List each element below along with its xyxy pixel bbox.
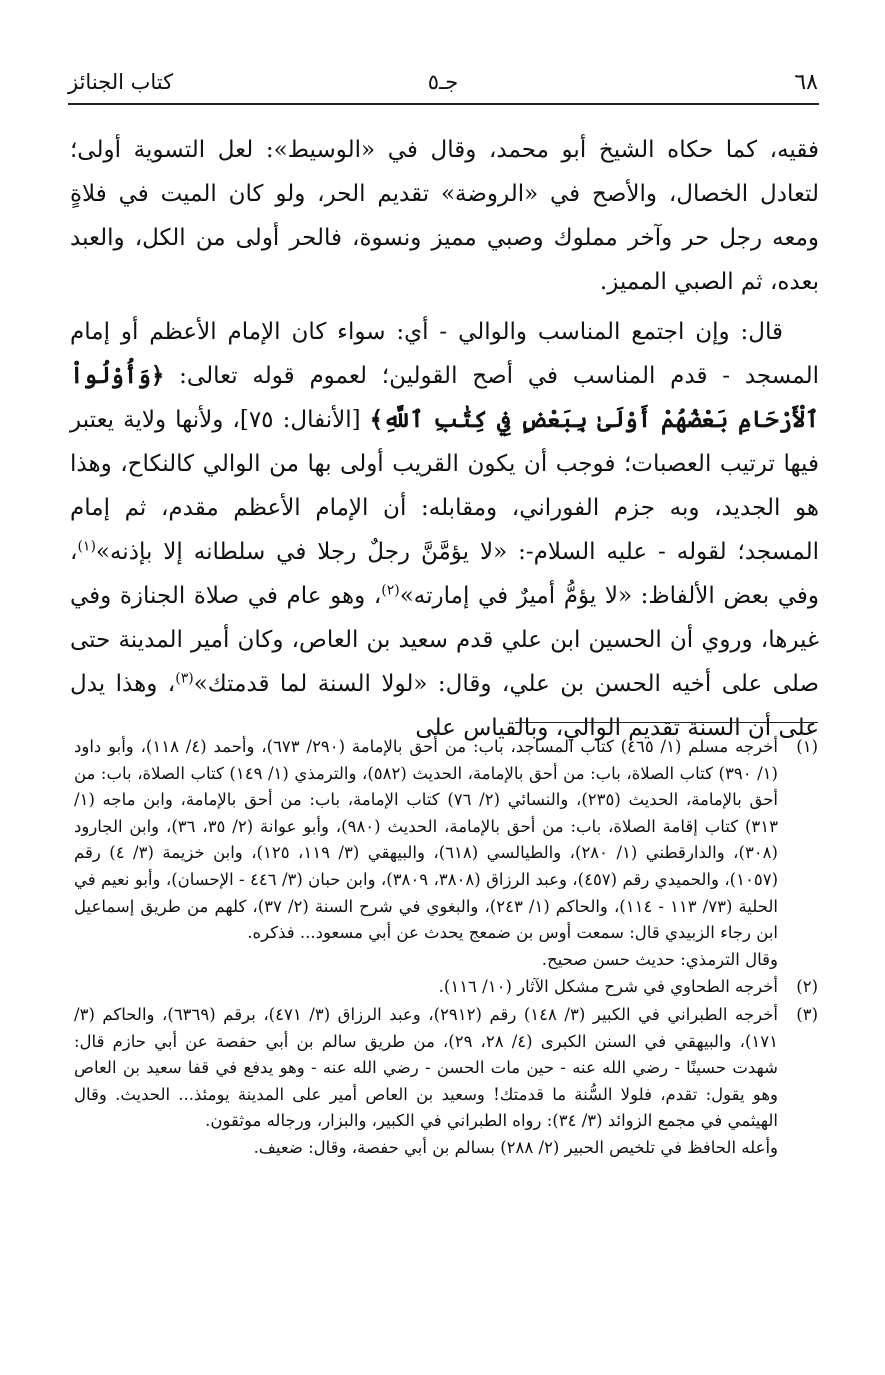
paragraph-2-part-e: ، وهذا يدل على أن السنة تقديم الوالي، وبالقياس على bbox=[70, 671, 819, 741]
paragraph-2 bbox=[70, 310, 819, 750]
footnote-ref-3: (٣) bbox=[175, 670, 194, 687]
footnote-number: (٣) bbox=[796, 1004, 818, 1024]
paragraph-2-part-a: قال: وإن اجتمع المناسب والوالي - أي: سواء كان الإمام الأعظم أو إمام المسجد - قدم المناسب في أصح القولين؛ لعموم قوله تعالى: bbox=[70, 319, 819, 389]
page-number: ٦٨ bbox=[794, 70, 818, 95]
volume-label: جـ٥ bbox=[427, 70, 459, 94]
paragraph-1: فقيه، كما حكاه الشيخ أبو محمد، وقال في «الوسيط»: لعل التسوية أولى؛ لتعادل الخصال، والأصح في «الروضة» تقديم الحر، ولو كان الميت في فلاةٍ ومعه رجل حر وآخر مملوك وصبي مميز ونسوة، فالحر أولى من الكل، والعبد بعده، ثم الصبي المميز. bbox=[70, 137, 819, 295]
paragraph-2-part-d: ، وهو عام في صلاة الجنازة وفي غيرها، وروي أن الحسين ابن علي قدم سعيد بن العاص، وكان أمير المدينة حتى صلى على أخيه الحسن بن علي، وقال: «لولا السنة لما قدمتك» bbox=[70, 583, 819, 697]
book-title: كتاب الجنائز bbox=[68, 70, 174, 94]
footnote-ref-2: (٢) bbox=[381, 582, 400, 599]
footnote-text: أخرجه مسلم (١/ ٤٦٥) كتاب المساجد، باب: من أحق بالإمامة (٢٩٠/ ٦٧٣)، وأحمد (٤/ ١١٨)، وأبو داود (١/ ٣٩٠) كتاب الصلاة، باب: من أحق بالإمامة، الحديث (٥٨٢)، والترمذي (١/ ١٤٩) كتاب الصلاة، باب: من أحق بالإمامة، الحديث (٢٣٥)، والنسائي (٢/ ٧٦) كتاب الإمامة، باب: من أحق بالإمامة، وابن ماجه (١/ ٣١٣) كتاب إقامة الصلاة، باب: من أحق بالإمامة، الحديث (٩٨٠)، وأبو عوانة (٢/ ٣٥، ٣٦)، وابن الجارود (٣٠٨)، والدارقطني (١/ ٢٨٠)، والطيالسي (٦١٨)، والبيهقي (٣/ ١١٩، ١٢٥)، وابن خزيمة (٣/ ٤) رقم (١٠٥٧)، والحميدي رقم (٤٥٧)، وعبد الرزاق (٣٨٠٨، ٣٨٠٩)، وابن حبان (٣/ ٤٤٦ - الإحسان)، وأبو نعيم في الحلية (٧٣/ ١١٣ - ١١٤)، والحاكم (١/ ٢٤٣)، والبغوي في شرح السنة (٢/ ٣٧)، كلهم من طريق إسماعيل ابن رجاء الزبيدي قال: سمعت أوس بن ضمعج يحدث عن أبي مسعود... فذكره. bbox=[74, 737, 779, 943]
header-rule bbox=[68, 103, 819, 105]
footnote-text: أخرجه الطبراني في الكبير (٣/ ١٤٨) رقم (٢٩١٢)، وعبد الرزاق (٣/ ٤٧١)، برقم (٦٣٦٩)، والحاكم (٣/ ١٧١)، والبيهقي في السنن الكبرى (٤/ ٢٨، ٢٩)، من طريق سالم بن أبي حفصة عن أبي حازم قال: شهدت حسينًا - رضي الله عنه - حين مات الحسن - رضي الله عنه - وهو يدفع في قفا سعيد بن العاص وهو يقول: تقدم، فلولا السُّنة ما قدمتك! وسعيد بن العاص أمير على المدينة يومئذ... الحديث. وقال الهيثمي في مجمع الزوائد (٣/ ٣٤): رواه الطبراني في الكبير، والبزار، ورجاله موثقون. bbox=[74, 1004, 778, 1131]
quran-verse: ﴿وَأُوْلُواْ ٱلْأَرْحَامِ بَعْضُهُمْ أَوْلَىٰ بِبَعْضٍ فِي كِتَٰبِ ٱللَّهِ﴾ bbox=[70, 362, 819, 433]
footnotes bbox=[74, 734, 818, 1162]
footnote-2 bbox=[74, 974, 818, 1001]
footnote-number: (٢) bbox=[796, 977, 818, 997]
page-header bbox=[68, 62, 818, 102]
footnote-1 bbox=[74, 734, 818, 973]
paragraph-2-part-c: ، وفي بعض الألفاظ: «لا يؤمُّ أميرٌ في إمارته» bbox=[70, 539, 819, 609]
paragraph-2-part-b: [الأنفال: ٧٥]، ولأنها ولاية يعتبر فيها ترتيب العصبات؛ فوجب أن يكون القريب أولى بها من الوالي كالنكاح، وهذا هو الجديد، وبه جزم الفوراني، ومقابله: أن الإمام الأعظم مقدم، ثم إمام المسجد؛ لقوله - عليه السلام-: «لا يؤمَّنَّ رجلٌ رجلا في سلطانه إلا بإذنه» bbox=[70, 407, 819, 565]
footnote-number: (١) bbox=[796, 737, 818, 756]
footnote-text: أخرجه الطحاوي في شرح مشكل الآثار (١٠/ ١١٦). bbox=[438, 977, 778, 997]
main-text bbox=[70, 128, 819, 750]
footnote-subtext: وأعله الحافظ في تلخيص الحبير (٢/ ٢٨٨) بسالم بن أبي حفصة، وقال: ضعيف. bbox=[253, 1137, 778, 1157]
footnote-3 bbox=[74, 1002, 818, 1162]
footnote-separator bbox=[515, 722, 818, 723]
footnote-subtext: وقال الترمذي: حديث حسن صحيح. bbox=[541, 949, 778, 969]
footnote-ref-1: (١) bbox=[77, 538, 96, 555]
